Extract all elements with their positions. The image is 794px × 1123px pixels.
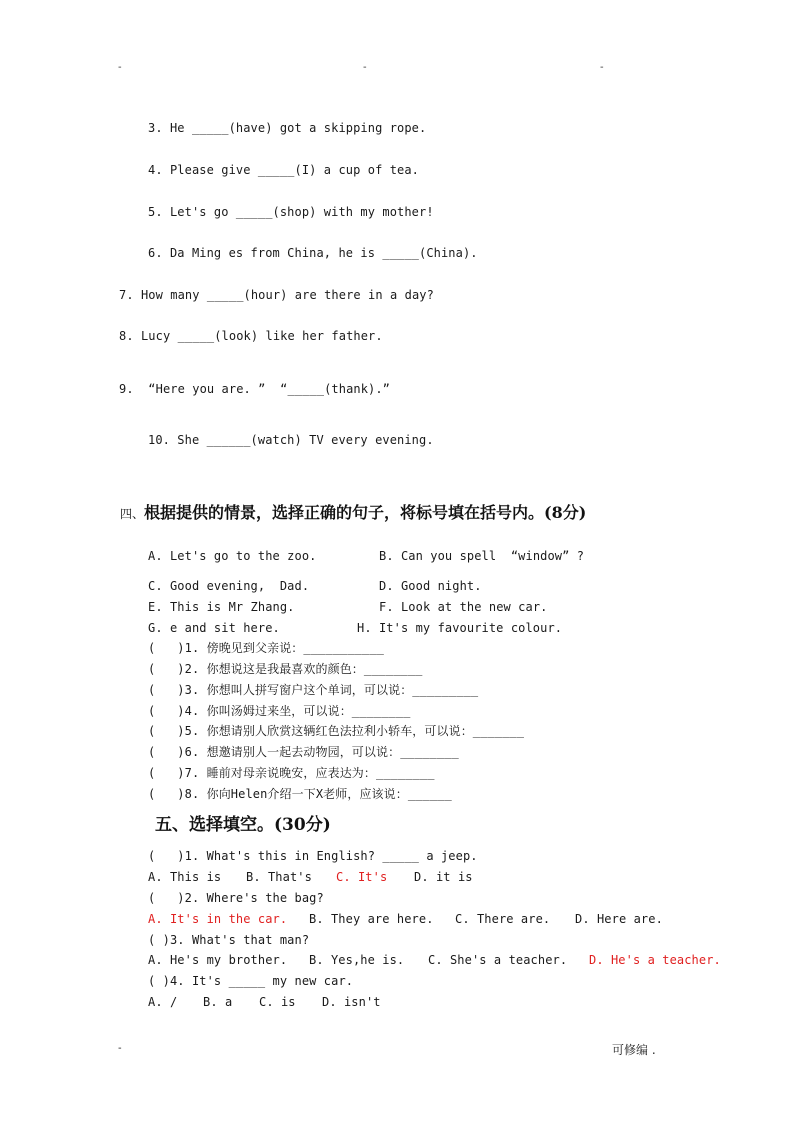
sec5-question-3: ( )3. What's that man? (148, 933, 310, 947)
sec5-q3-option-b: B. Yes,he is. (309, 953, 405, 967)
sec5-q4-option-c: C. is (259, 995, 296, 1009)
sec5-q2-option-c: C. There are. (455, 912, 551, 926)
sec4-question-1: ( )1. 傍晚见到父亲说：___________ (148, 641, 384, 655)
sec5-q1-option-b: B. That's (246, 870, 312, 884)
section5-title: 五、选择填空。(30分) (155, 815, 331, 835)
sec5-q2-option-d: D. Here are. (575, 912, 663, 926)
sec5-q4-option-d: D. isn't (322, 995, 381, 1009)
footer-left-mark: - (118, 1043, 122, 1054)
sec3-item-6: 6. Da Ming es from China, he is _____(China). (148, 246, 478, 260)
sec5-q3-option-a: A. He's my brother. (148, 953, 288, 967)
sec5-question-2: ( )2. Where's the bag? (148, 891, 324, 905)
sec4-option-b: B. Can you spell “window” ? (379, 549, 585, 563)
sec5-q3-option-c: C. She's a teacher. (428, 953, 568, 967)
sec5-q1-option-d: D. it is (414, 870, 473, 884)
header-center-mark: - (363, 62, 367, 73)
sec4-option-a: A. Let's go to the zoo. (148, 549, 317, 563)
header-right-mark: - (600, 62, 604, 73)
sec4-option-h: H. It's my favourite colour. (357, 621, 563, 635)
sec4-option-f: F. Look at the new car. (379, 600, 548, 614)
sec4-question-7: ( )7. 睡前对母亲说晚安，应表达为：________ (148, 766, 435, 780)
section4-title-text: 根据提供的情景，选择正确的句子，将标号填在括号内。(8分) (144, 503, 587, 522)
section4-title (120, 503, 586, 524)
sec5-q4-option-a: A. / (148, 995, 178, 1009)
sec3-item-7: 7. How many _____(hour) are there in a day? (119, 288, 434, 302)
sec5-question-1: ( )1. What's this in English? _____ a jeep. (148, 849, 478, 863)
sec5-q2-option-a-answer: A. It's in the car. (148, 912, 288, 926)
sec5-q3-option-d-answer: D. He's a teacher. (589, 953, 721, 967)
footer-editable-note: 可修编 . (612, 1043, 656, 1057)
sec4-option-e: E. This is Mr Zhang. (148, 600, 295, 614)
sec4-question-5: ( )5. 你想请别人欣赏这辆红色法拉利小轿车，可以说：_______ (148, 724, 525, 738)
sec4-question-4: ( )4. 你叫汤姆过来坐，可以说：________ (148, 704, 411, 718)
sec3-item-3: 3. He _____(have) got a skipping rope. (148, 121, 427, 135)
sec4-question-2: ( )2. 你想说这是我最喜欢的颜色：________ (148, 662, 423, 676)
sec5-q1-option-a: A. This is (148, 870, 222, 884)
sec3-item-4: 4. Please give _____(I) a cup of tea. (148, 163, 420, 177)
header-left-mark: - (118, 62, 122, 73)
sec3-item-10: 10. She ______(watch) TV every evening. (148, 433, 434, 447)
sec4-question-6: ( )6. 想邀请别人一起去动物园，可以说：________ (148, 745, 459, 759)
sec5-question-4: ( )4. It's _____ my new car. (148, 974, 354, 988)
sec3-item-8: 8. Lucy _____(look) like her father. (119, 329, 383, 343)
sec4-question-8: ( )8. 你向Helen介绍一下X老师，应该说：______ (148, 787, 452, 801)
section4-prefix: 四、 (120, 507, 145, 521)
sec5-q1-option-c-answer: C. It's (336, 870, 388, 884)
sec4-option-g: G. e and sit here. (148, 621, 280, 635)
sec4-question-3: ( )3. 你想叫人拼写窗户这个单词，可以说：_________ (148, 683, 479, 697)
sec3-item-5: 5. Let's go _____(shop) with my mother! (148, 205, 434, 219)
sec3-item-9: 9. “Here you are. ” “_____(thank).” (119, 382, 391, 396)
sec4-option-c: C. Good evening, Dad. (148, 579, 310, 593)
sec5-q4-option-b: B. a (203, 995, 233, 1009)
sec4-option-d: D. Good night. (379, 579, 482, 593)
sec5-q2-option-b: B. They are here. (309, 912, 434, 926)
